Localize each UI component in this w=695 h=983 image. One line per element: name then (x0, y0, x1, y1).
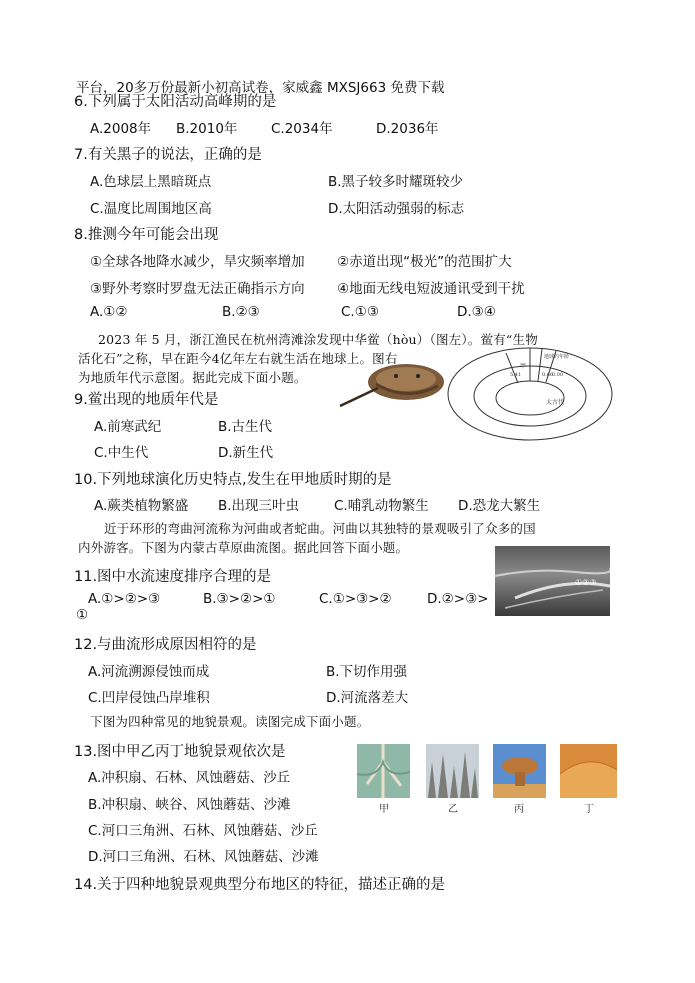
passage-meander-line2: 内外游客。下图为内蒙古草原曲流图。据此回答下面小题。 (78, 540, 409, 555)
diagram-label-0-00: 0.00 (552, 372, 564, 378)
q11-option-d-wrap: ① (76, 607, 89, 623)
q6-option-b: B.2010年 (176, 121, 238, 137)
photo-label-ding: 丁 (584, 804, 594, 815)
q13-option-b: B.冲积扇、峡谷、风蚀蘑菇、沙滩 (88, 797, 291, 813)
q9-option-c: C.中生代 (94, 445, 149, 461)
q7-option-d: D.太阳活动强弱的标志 (328, 201, 465, 217)
passage-meander-line1: 近于环形的弯曲河流称为河曲或者蛇曲。河曲以其独特的景观吸引了众多的国 (104, 521, 536, 536)
photo-label-jia: 甲 (379, 804, 389, 815)
q6-option-c: C.2034年 (271, 121, 333, 137)
diagram-label-archean: 太古代 (546, 399, 565, 406)
question-6-stem: 6.下列属于太阳活动高峰期的是 (74, 94, 277, 110)
q10-option-a: A.蕨类植物繁盛 (94, 498, 189, 514)
landform-photo-bing (493, 744, 546, 798)
question-13-stem: 13.图中甲乙丙丁地貌景观依次是 (74, 744, 286, 760)
q12-option-d: D.河流落差大 (326, 690, 409, 706)
question-12-stem: 12.与曲流形成原因相符的是 (74, 637, 257, 653)
q8-option-d: D.③④ (457, 304, 496, 320)
q13-option-c: C.河口三角洲、石林、风蚀蘑菇、沙丘 (88, 823, 318, 839)
q6-option-a: A.2008年 (90, 121, 152, 137)
question-8-stem: 8.推测今年可能会出现 (74, 227, 219, 243)
q7-option-c: C.温度比周围地区高 (90, 201, 212, 217)
diagram-label-0-66: 0.66 (542, 372, 554, 378)
question-11-stem: 11.图中水流速度排序合理的是 (74, 569, 272, 585)
q8-statement-3: ③野外考察时罗盘无法正确指示方向 (90, 281, 305, 297)
q8-option-c: C.①③ (341, 304, 379, 320)
q13-option-d: D.河口三角洲、石林、风蚀蘑菇、沙滩 (88, 849, 319, 865)
q11-option-d: D.②>③> (427, 591, 489, 607)
q9-option-b: B.古生代 (218, 419, 273, 435)
q11-option-c: C.①>③>② (319, 591, 392, 607)
q10-option-c: C.哺乳动物繁生 (334, 498, 429, 514)
photo-label-yi: 乙 (448, 804, 458, 815)
q8-option-b: B.②③ (222, 304, 260, 320)
q8-statement-4: ④地面无线电短波通讯受到干扰 (337, 281, 525, 297)
diagram-label-jia: 甲 (520, 363, 527, 370)
q6-option-d: D.2036年 (376, 121, 439, 137)
q12-option-a: A.河流溯源侵蚀而成 (88, 664, 210, 680)
q7-option-a: A.色球层上黑暗斑点 (90, 174, 212, 190)
q9-option-a: A.前寒武纪 (94, 419, 162, 435)
diagram-label-earth-age: 地球的年龄 (544, 354, 570, 360)
geologic-time-diagram (446, 346, 614, 442)
q7-option-b: B.黑子较多时耀斑较少 (328, 174, 464, 190)
landform-photo-jia (357, 744, 410, 798)
q12-option-b: B.下切作用强 (326, 664, 408, 680)
river-position-marks: ①②③ (575, 578, 597, 587)
q8-statement-2: ②赤道出现“极光”的范围扩大 (337, 254, 512, 270)
question-9-stem: 9.鲎出现的地质年代是 (74, 392, 219, 408)
q13-option-a: A.冲积扇、石林、风蚀蘑菇、沙丘 (88, 770, 291, 786)
q10-option-b: B.出现三叶虫 (218, 498, 300, 514)
meander-river-photo (495, 546, 610, 616)
horseshoe-crab-image (338, 358, 450, 416)
question-14-stem: 14.关于四种地貌景观典型分布地区的特征，描述正确的是 (74, 877, 446, 893)
question-7-stem: 7.有关黑子的说法，正确的是 (74, 147, 262, 163)
question-10-stem: 10.下列地球演化历史特点,发生在甲地质时期的是 (74, 472, 392, 488)
q12-option-c: C.凹岸侵蚀凸岸堆积 (88, 690, 210, 706)
q8-statement-1: ①全球各地降水减少，旱灾频率增加 (90, 254, 305, 270)
q10-option-d: D.恐龙大繁生 (458, 498, 541, 514)
page-header: 平台，20多万份最新小初高试卷，家威鑫 MXSJ663 免费下载 (76, 80, 445, 96)
landform-photo-ding (560, 744, 617, 798)
passage-horseshoe-crab-line1: 2023 年 5 月，浙江渔民在杭州湾滩涂发现中华鲎（hòu）（图左）。鲎有“生物 (98, 332, 538, 347)
diagram-label-5-41: 5.41 (510, 372, 522, 378)
passage-landforms: 下图为四种常见的地貌景观。读图完成下面小题。 (90, 714, 370, 729)
passage-horseshoe-crab-line2: 活化石”之称，早在距今4亿年左右就生活在地球上。图右 (78, 351, 398, 366)
q8-option-a: A.①② (90, 304, 128, 320)
q11-option-b: B.③>②>① (203, 591, 276, 607)
q9-option-d: D.新生代 (218, 445, 274, 461)
passage-horseshoe-crab-line3: 为地质年代示意图。据此完成下面小题。 (78, 370, 307, 385)
q11-option-a: A.①>②>③ (88, 591, 161, 607)
landform-photo-yi (426, 744, 479, 798)
photo-label-bing: 丙 (514, 804, 524, 815)
